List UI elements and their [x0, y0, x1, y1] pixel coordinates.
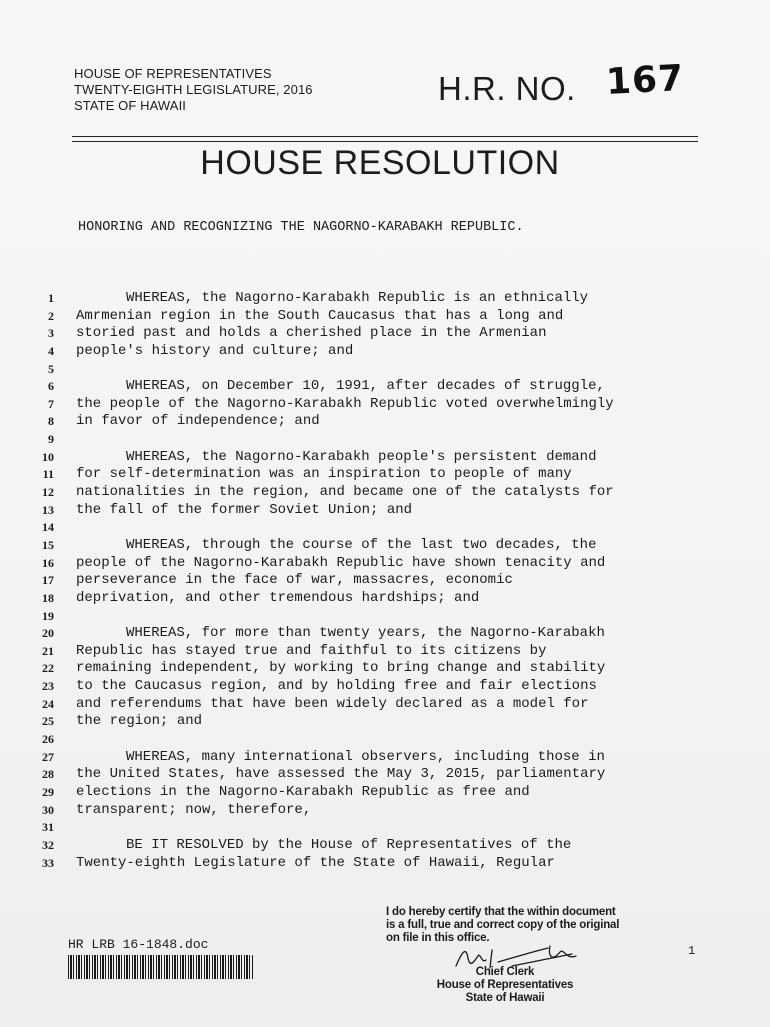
line-text: WHEREAS, many international observers, including those in	[126, 748, 605, 765]
resolution-line	[0, 325, 770, 343]
line-number: 8	[48, 414, 54, 429]
resolution-line	[0, 625, 770, 643]
signer-title: Chief Clerk	[475, 966, 535, 978]
resolution-line	[0, 696, 770, 714]
line-number: 11	[42, 467, 54, 482]
line-number: 4	[48, 343, 54, 358]
line-number: 12	[42, 485, 54, 500]
resolution-body	[0, 290, 770, 872]
line-number: 13	[42, 502, 54, 517]
resolution-line	[0, 449, 770, 467]
line-number: 2	[48, 308, 54, 323]
line-number: 33	[42, 855, 54, 870]
line-text: deprivation, and other tremendous hardships; and	[76, 589, 480, 606]
line-number: 32	[42, 837, 54, 852]
line-text: people of the Nagorno-Karabakh Republic have shown tenacity and	[76, 554, 606, 571]
bill-number: 167	[604, 57, 686, 104]
line-text: WHEREAS, the Nagorno-Karabakh people's persistent demand	[126, 448, 597, 465]
line-number: 3	[48, 326, 54, 341]
line-number: 5	[48, 361, 54, 376]
line-number: 14	[42, 520, 54, 535]
line-number: 26	[42, 732, 54, 747]
line-number: 17	[42, 573, 54, 588]
line-number: 10	[42, 449, 54, 464]
resolution-line	[0, 431, 770, 449]
line-number: 29	[42, 784, 54, 799]
certification-line: is a full, true and correct copy of the original	[386, 919, 620, 931]
line-text: WHEREAS, for more than twenty years, the Nagorno-Karabakh	[126, 625, 605, 642]
chamber-name: HOUSE OF REPRESENTATIVES	[74, 66, 272, 81]
line-text: the region; and	[76, 713, 203, 730]
certification-line: I do hereby certify that the within document	[386, 906, 616, 918]
line-number: 30	[42, 802, 54, 817]
resolution-line	[0, 361, 770, 379]
line-text: Amrmenian region in the South Caucasus that has a long and	[76, 307, 564, 324]
resolution-line	[0, 413, 770, 431]
resolution-line	[0, 731, 770, 749]
resolution-line	[0, 749, 770, 767]
legislature-name: TWENTY-EIGHTH LEGISLATURE, 2016	[74, 82, 313, 97]
line-text: elections in the Nagorno-Karabakh Republic as free and	[76, 783, 530, 800]
line-number: 20	[42, 626, 54, 641]
line-number: 24	[42, 696, 54, 711]
resolution-line	[0, 590, 770, 608]
line-number: 18	[42, 590, 54, 605]
document-title-text: HOUSE RESOLUTION	[200, 144, 560, 182]
resolution-line	[0, 502, 770, 520]
line-text: the fall of the former Soviet Union; and	[76, 501, 413, 518]
barcode	[68, 955, 254, 979]
resolution-line	[0, 855, 770, 873]
resolution-caption: HONORING AND RECOGNIZING THE NAGORNO-KARABAKH REPUBLIC.	[78, 220, 524, 235]
certification-line: on file in this office.	[386, 932, 490, 944]
resolution-line	[0, 837, 770, 855]
resolution-line	[0, 343, 770, 361]
line-text: for self-determination was an inspiration to people of many	[76, 466, 572, 483]
line-text: WHEREAS, through the course of the last two decades, the	[126, 536, 597, 553]
certification-stamp	[386, 906, 626, 1004]
resolution-line	[0, 784, 770, 802]
line-text: WHEREAS, the Nagorno-Karabakh Republic is an ethnically	[126, 290, 589, 306]
line-text: transparent; now, therefore,	[76, 801, 312, 818]
line-number: 16	[42, 555, 54, 570]
document-id: HR LRB 16-1848.doc	[68, 937, 209, 952]
document-title	[0, 144, 770, 183]
line-text: to the Caucasus region, and by holding free and fair elections	[76, 678, 597, 695]
line-text: in favor of independence; and	[76, 413, 320, 430]
resolution-line	[0, 378, 770, 396]
resolution-line	[0, 572, 770, 590]
header-divider-top	[72, 136, 698, 137]
line-number: 27	[42, 749, 54, 764]
line-number: 7	[48, 396, 54, 411]
resolution-line	[0, 660, 770, 678]
resolution-line	[0, 396, 770, 414]
line-text: and referendums that have been widely declared as a model for	[76, 695, 589, 712]
bill-label: H.R. NO.	[438, 70, 576, 107]
resolution-line	[0, 766, 770, 784]
line-text: Republic has stayed true and faithful to its citizens by	[76, 642, 547, 659]
state-name: STATE OF HAWAII	[74, 98, 186, 113]
resolution-line	[0, 555, 770, 573]
line-number: 31	[42, 820, 54, 835]
line-number: 9	[48, 432, 54, 447]
resolution-line	[0, 608, 770, 626]
line-text: Twenty-eighth Legislature of the State of Hawaii, Regular	[76, 854, 555, 871]
line-text: storied past and holds a cherished place in the Armenian	[76, 325, 547, 342]
resolution-line	[0, 537, 770, 555]
line-number: 6	[48, 379, 54, 394]
resolution-line	[0, 819, 770, 837]
resolution-line	[0, 466, 770, 484]
line-text: people's history and culture; and	[76, 342, 354, 359]
line-number: 21	[42, 643, 54, 658]
line-text: remaining independent, by working to bring change and stability	[76, 660, 606, 677]
signer-office: House of Representatives	[436, 979, 574, 991]
line-number: 28	[42, 767, 54, 782]
resolution-line	[0, 643, 770, 661]
line-number: 1	[48, 291, 54, 305]
resolution-line	[0, 802, 770, 820]
line-number: 15	[42, 537, 54, 552]
resolution-line	[0, 519, 770, 537]
line-number: 22	[42, 661, 54, 676]
clerk-signature	[452, 942, 582, 972]
line-text: the United States, have assessed the May 3, 2015, parliamentary	[76, 766, 606, 783]
legislature-header	[74, 66, 313, 114]
line-text: nationalities in the region, and became one of the catalysts for	[76, 484, 614, 501]
line-text: the people of the Nagorno-Karabakh Republic voted overwhelmingly	[76, 395, 614, 412]
line-number: 25	[42, 714, 54, 729]
line-number: 19	[42, 608, 54, 623]
resolution-line	[0, 290, 770, 308]
line-text: WHEREAS, on December 10, 1991, after decades of struggle,	[126, 378, 605, 395]
resolution-line	[0, 308, 770, 326]
resolution-line	[0, 678, 770, 696]
signer-state: State of Hawaii	[465, 992, 545, 1004]
page-number: 1	[688, 944, 696, 958]
resolution-line	[0, 484, 770, 502]
header-divider-bottom	[72, 141, 698, 142]
resolution-line	[0, 713, 770, 731]
line-number: 23	[42, 679, 54, 694]
line-text: perseverance in the face of war, massacres, economic	[76, 572, 513, 589]
line-text: BE IT RESOLVED by the House of Representatives of the	[126, 836, 572, 853]
